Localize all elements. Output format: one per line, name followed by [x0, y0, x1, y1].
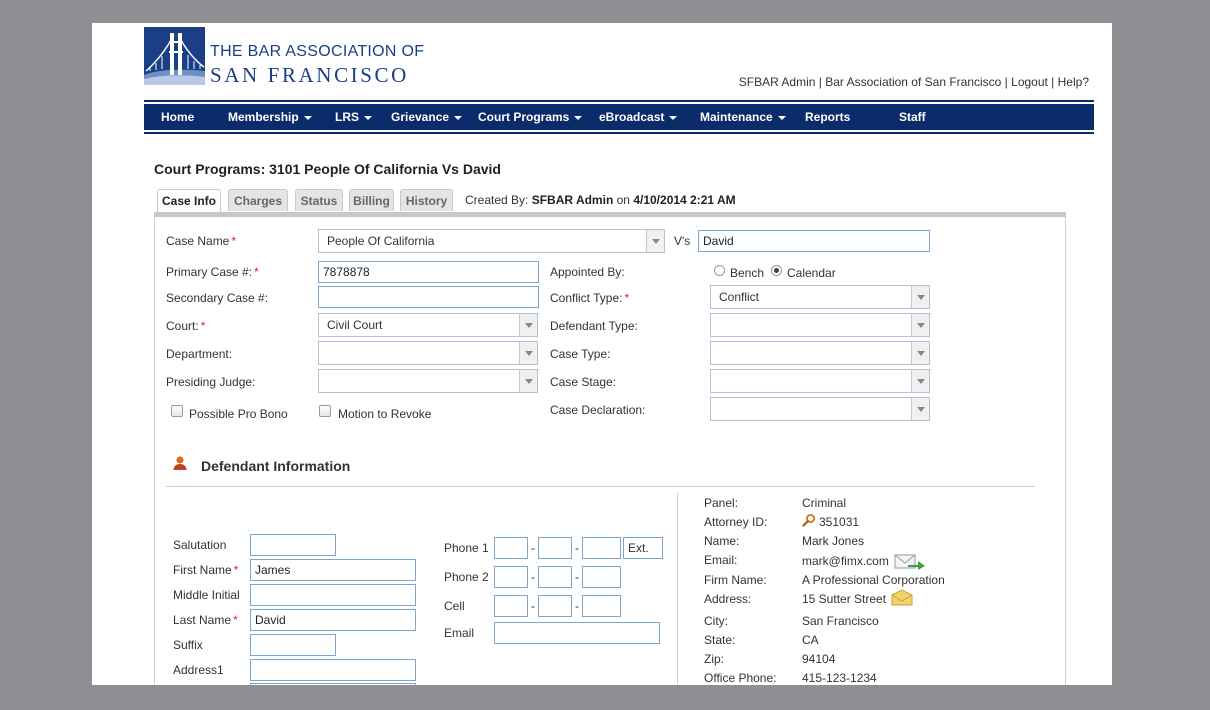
org-link[interactable]: Bar Association of San Francisco [825, 75, 1002, 89]
case-type-label: Case Type: [550, 347, 611, 361]
suffix-label: Suffix [173, 638, 203, 652]
chevron-down-icon [304, 116, 312, 120]
attorney-name-label: Name: [704, 534, 740, 548]
phone2-prefix-input[interactable] [538, 566, 572, 588]
vs-input[interactable]: David [698, 230, 930, 252]
state-value: CA [802, 633, 819, 647]
case-declaration-select[interactable] [710, 397, 930, 421]
presiding-judge-label: Presiding Judge: [166, 375, 256, 389]
email-input[interactable] [494, 622, 660, 644]
nav-rule-top [144, 100, 1094, 102]
chevron-down-icon [778, 116, 786, 120]
nav-staff[interactable] [899, 110, 926, 124]
help-link[interactable]: Help? [1057, 75, 1089, 89]
city-value: San Francisco [802, 614, 879, 628]
mail-envelope-icon[interactable] [890, 589, 914, 607]
phone1-dash2: - [575, 541, 579, 555]
address2-input[interactable] [250, 683, 416, 685]
bench-radio[interactable] [714, 265, 725, 276]
nav-membership-label: Membership [228, 110, 299, 124]
column-divider [677, 493, 678, 685]
primary-case-input[interactable]: 7878878 [318, 261, 539, 283]
vs-label: V's [674, 234, 691, 248]
person-icon [172, 455, 188, 471]
nav-home-label: Home [161, 110, 195, 124]
chevron-down-icon [574, 116, 582, 120]
zip-label: Zip: [704, 652, 725, 666]
chevron-down-icon [911, 286, 929, 308]
page-container [92, 23, 1112, 685]
created-date: 4/10/2014 2:21 AM [633, 193, 736, 207]
presiding-judge-select[interactable] [318, 369, 538, 393]
conflict-type-label: Conflict Type: * [550, 291, 630, 305]
last-name-label: Last Name * [173, 613, 238, 627]
conflict-type-value: Conflict [719, 290, 760, 304]
tab-status[interactable]: Status [295, 189, 343, 211]
court-value: Civil Court [327, 318, 383, 332]
magnifier-icon[interactable] [802, 513, 816, 527]
panel-value: Criminal [802, 496, 847, 510]
nav-ebroadcast-label: eBroadcast [599, 110, 665, 124]
nav-reports-label: Reports [805, 110, 851, 124]
office-phone-value: 415-123-1234 [802, 671, 877, 685]
nav-court-programs[interactable] [478, 110, 582, 124]
created-info [465, 193, 736, 207]
conflict-type-select[interactable] [710, 285, 930, 309]
calendar-radio[interactable] [771, 265, 782, 276]
nav-lrs-label: LRS [335, 110, 359, 124]
created-prefix: Created By: [465, 193, 529, 207]
send-email-icon[interactable] [894, 552, 926, 570]
phone2-area-input[interactable] [494, 566, 528, 588]
phone2-dash2: - [575, 570, 579, 584]
user-link[interactable]: SFBAR Admin [738, 75, 816, 89]
attorney-email-value[interactable]: mark@fimx.com [802, 554, 889, 568]
chevron-down-icon [911, 342, 929, 364]
email-label: Email [444, 626, 475, 640]
nav-grievance[interactable] [391, 110, 462, 124]
bench-label: Bench [730, 266, 765, 280]
nav-grievance-label: Grievance [391, 110, 450, 124]
section-divider [166, 486, 1035, 487]
required-mark: * [233, 563, 239, 577]
nav-lrs[interactable] [335, 110, 372, 124]
motion-revoke-checkbox[interactable] [319, 405, 331, 417]
cell-dash1: - [531, 599, 535, 613]
cell-label: Cell [444, 599, 465, 613]
tab-charges[interactable]: Charges [228, 189, 288, 211]
logo-icon[interactable] [144, 27, 205, 85]
pro-bono-checkbox[interactable] [171, 405, 183, 417]
secondary-case-input[interactable] [318, 286, 539, 308]
attorney-email-label: Email: [704, 553, 738, 567]
case-name-value: People Of California [327, 234, 435, 248]
middle-initial-label: Middle Initial [173, 588, 240, 602]
defendant-section-title: Defendant Information [201, 458, 351, 474]
defendant-type-label: Defendant Type: [550, 319, 638, 333]
phone1-label: Phone 1 [444, 541, 489, 555]
required-mark: * [231, 234, 237, 248]
firm-name-label: Firm Name: [704, 573, 767, 587]
chevron-down-icon [911, 314, 929, 336]
department-label: Department: [166, 347, 233, 361]
phone1-ext-input[interactable]: Ext. [623, 537, 663, 559]
last-name-input[interactable]: David [250, 609, 416, 631]
firm-name-value: A Professional Corporation [802, 573, 945, 587]
tab-history[interactable]: History [400, 189, 453, 211]
court-select[interactable] [318, 313, 538, 337]
phone1-dash1: - [531, 541, 535, 555]
nav-reports[interactable] [805, 110, 850, 124]
case-name-select[interactable] [318, 229, 665, 253]
phone1-prefix-input[interactable] [538, 537, 572, 559]
logo-text-line2: SAN FRANCISCO [210, 63, 409, 87]
case-stage-label: Case Stage: [550, 375, 617, 389]
middle-initial-input[interactable] [250, 584, 416, 606]
chevron-down-icon [519, 342, 537, 364]
required-mark: * [624, 291, 630, 305]
address1-label: Address1 [173, 663, 224, 677]
case-type-select[interactable] [710, 341, 930, 365]
defendant-type-select[interactable] [710, 313, 930, 337]
salutation-label: Salutation [173, 538, 227, 552]
required-mark: * [254, 265, 259, 279]
address-value: 15 Sutter Street [802, 592, 887, 606]
chevron-down-icon [519, 314, 537, 336]
department-select[interactable] [318, 341, 538, 365]
tab-billing[interactable]: Billing [349, 189, 394, 211]
nav-membership[interactable] [228, 110, 312, 124]
zip-value: 94104 [802, 652, 836, 666]
address-label: Address: [704, 592, 752, 606]
secondary-case-label: Secondary Case #: [166, 291, 269, 305]
address1-input[interactable] [250, 659, 416, 681]
nav-court-programs-label: Court Programs [478, 110, 570, 124]
state-label: State: [704, 633, 736, 647]
court-label: Court: * [166, 319, 206, 333]
chevron-down-icon [364, 116, 372, 120]
main-nav [144, 104, 1094, 130]
logout-link[interactable]: Logout [1011, 75, 1048, 89]
nav-home[interactable] [161, 110, 194, 124]
appointed-by-label: Appointed By: [550, 265, 625, 279]
chevron-down-icon [669, 116, 677, 120]
nav-rule-bottom [144, 132, 1094, 134]
first-name-label: First Name * [173, 563, 239, 577]
chevron-down-icon [454, 116, 462, 120]
attorney-id-label: Attorney ID: [704, 515, 768, 529]
chevron-down-icon [911, 398, 929, 420]
phone1-line-input[interactable] [582, 537, 621, 559]
nav-staff-label: Staff [899, 110, 926, 124]
pro-bono-label: Possible Pro Bono [189, 407, 288, 421]
chevron-down-icon [646, 230, 664, 252]
panel-label: Panel: [704, 496, 739, 510]
required-mark: * [233, 613, 238, 627]
created-on-word: on [616, 193, 630, 207]
calendar-label: Calendar [787, 266, 836, 280]
phone2-line-input[interactable] [582, 566, 621, 588]
nav-ebroadcast[interactable] [599, 110, 677, 124]
page-title: Court Programs: 3101 People Of California Vs David [154, 161, 501, 177]
required-mark: * [200, 319, 206, 333]
case-declaration-label: Case Declaration: [550, 403, 646, 417]
cell-line-input[interactable] [582, 595, 621, 617]
nav-maintenance[interactable] [700, 110, 786, 124]
case-stage-select[interactable] [710, 369, 930, 393]
tab-case-info[interactable]: Case Info [157, 189, 221, 212]
cell-area-input[interactable] [494, 595, 528, 617]
attorney-id-value: 351031 [819, 515, 860, 529]
cell-prefix-input[interactable] [538, 595, 572, 617]
office-phone-label: Office Phone: [704, 671, 777, 685]
motion-revoke-label: Motion to Revoke [338, 407, 432, 421]
first-name-input[interactable]: James [250, 559, 416, 581]
suffix-input[interactable] [250, 634, 336, 656]
cell-dash2: - [575, 599, 579, 613]
attorney-name-value: Mark Jones [802, 534, 865, 548]
primary-case-label: Primary Case #: * [166, 265, 259, 279]
chevron-down-icon [519, 370, 537, 392]
top-links: SFBAR Admin | Bar Association of San Francisco | Logout | Help? [738, 75, 1089, 89]
nav-maintenance-label: Maintenance [700, 110, 773, 124]
phone2-label: Phone 2 [444, 570, 489, 584]
logo-text-line1: THE BAR ASSOCIATION OF [210, 43, 425, 60]
city-label: City: [704, 614, 728, 628]
created-by: SFBAR Admin [531, 193, 614, 207]
case-name-label: Case Name * [166, 234, 237, 248]
salutation-input[interactable] [250, 534, 336, 556]
phone2-dash1: - [531, 570, 535, 584]
phone1-area-input[interactable] [494, 537, 528, 559]
chevron-down-icon [911, 370, 929, 392]
